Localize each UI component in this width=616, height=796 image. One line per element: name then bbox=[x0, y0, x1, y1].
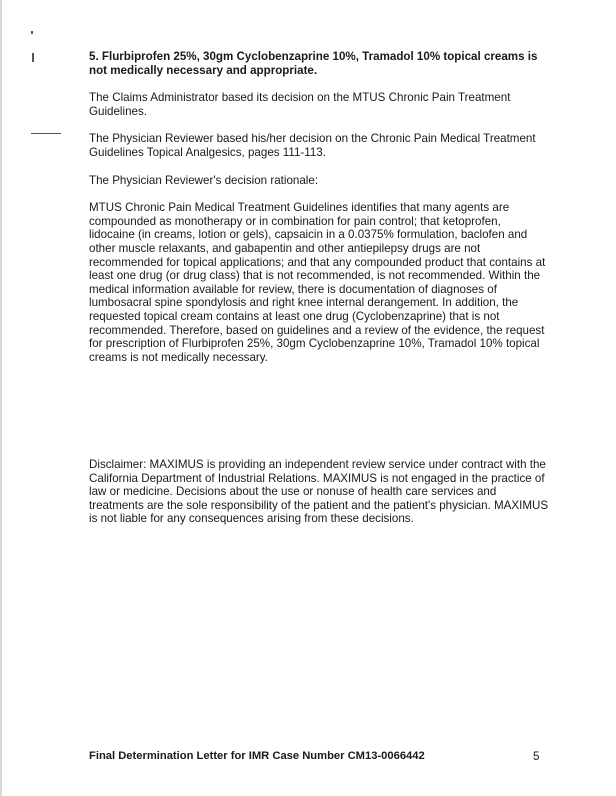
scan-edge bbox=[0, 0, 2, 796]
claims-admin-basis: The Claims Administrator based its decision on the MTUS Chronic Pain Treatment Guidelines. bbox=[89, 91, 511, 118]
disclaimer: Disclaimer: MAXIMUS is providing an independent review service under contract with the California Department of Industrial Relations. MAXIMUS is not engaged in the practice of law or medicine. Decisions about the use or nonuse of health care services and treatments are the sole responsibility of the patient and the patient's physician. MAXIMUS is not liable for any consequences arising from these decisions. bbox=[89, 458, 549, 526]
reviewer-basis: The Physician Reviewer based his/her decision on the Chronic Pain Medical Treatment Guidelines Topical Analgesics, pages 111-113. bbox=[89, 132, 536, 159]
margin-mark bbox=[31, 31, 33, 34]
margin-mark bbox=[32, 53, 34, 62]
section-heading: 5. Flurbiprofen 25%, 30gm Cyclobenzaprine 10%, Tramadol 10% topical creams is not medically necessary and appropriate. bbox=[89, 50, 538, 77]
rationale-label: The Physician Reviewer's decision rationale: bbox=[89, 173, 319, 187]
page-number: 5 bbox=[533, 750, 540, 763]
rationale-text: MTUS Chronic Pain Medical Treatment Guidelines identifies that many agents are compounded as monotherapy or in combination for pain control; that ketoprofen, lidocaine (in creams, lotion or gels), capsaicin in a 0.0375% formulation, baclofen and other muscle relaxants, and gabapentin and other antiepilepsy drugs are not recommended for topical applications; and that any compounded product that contains at least one drug (or drug class) that is not recommended, is not recommended. Within the medical information available for review, there is documentation of diagnoses of lumbosacral spine spondylosis and right knee internal derangement. In addition, the requested topical cream contains at least one drug (Cyclobenzaprine) that is not recommended. Therefore, based on guidelines and a review of the evidence, the request for prescription of Flurbiprofen 25%, 30gm Cyclobenzaprine 10%, Tramadol 10% topical creams is not medically necessary. bbox=[89, 201, 546, 364]
footer-title: Final Determination Letter for IMR Case Number CM13-0066442 bbox=[89, 750, 425, 762]
margin-rule bbox=[31, 133, 61, 134]
determination-section bbox=[89, 50, 549, 364]
